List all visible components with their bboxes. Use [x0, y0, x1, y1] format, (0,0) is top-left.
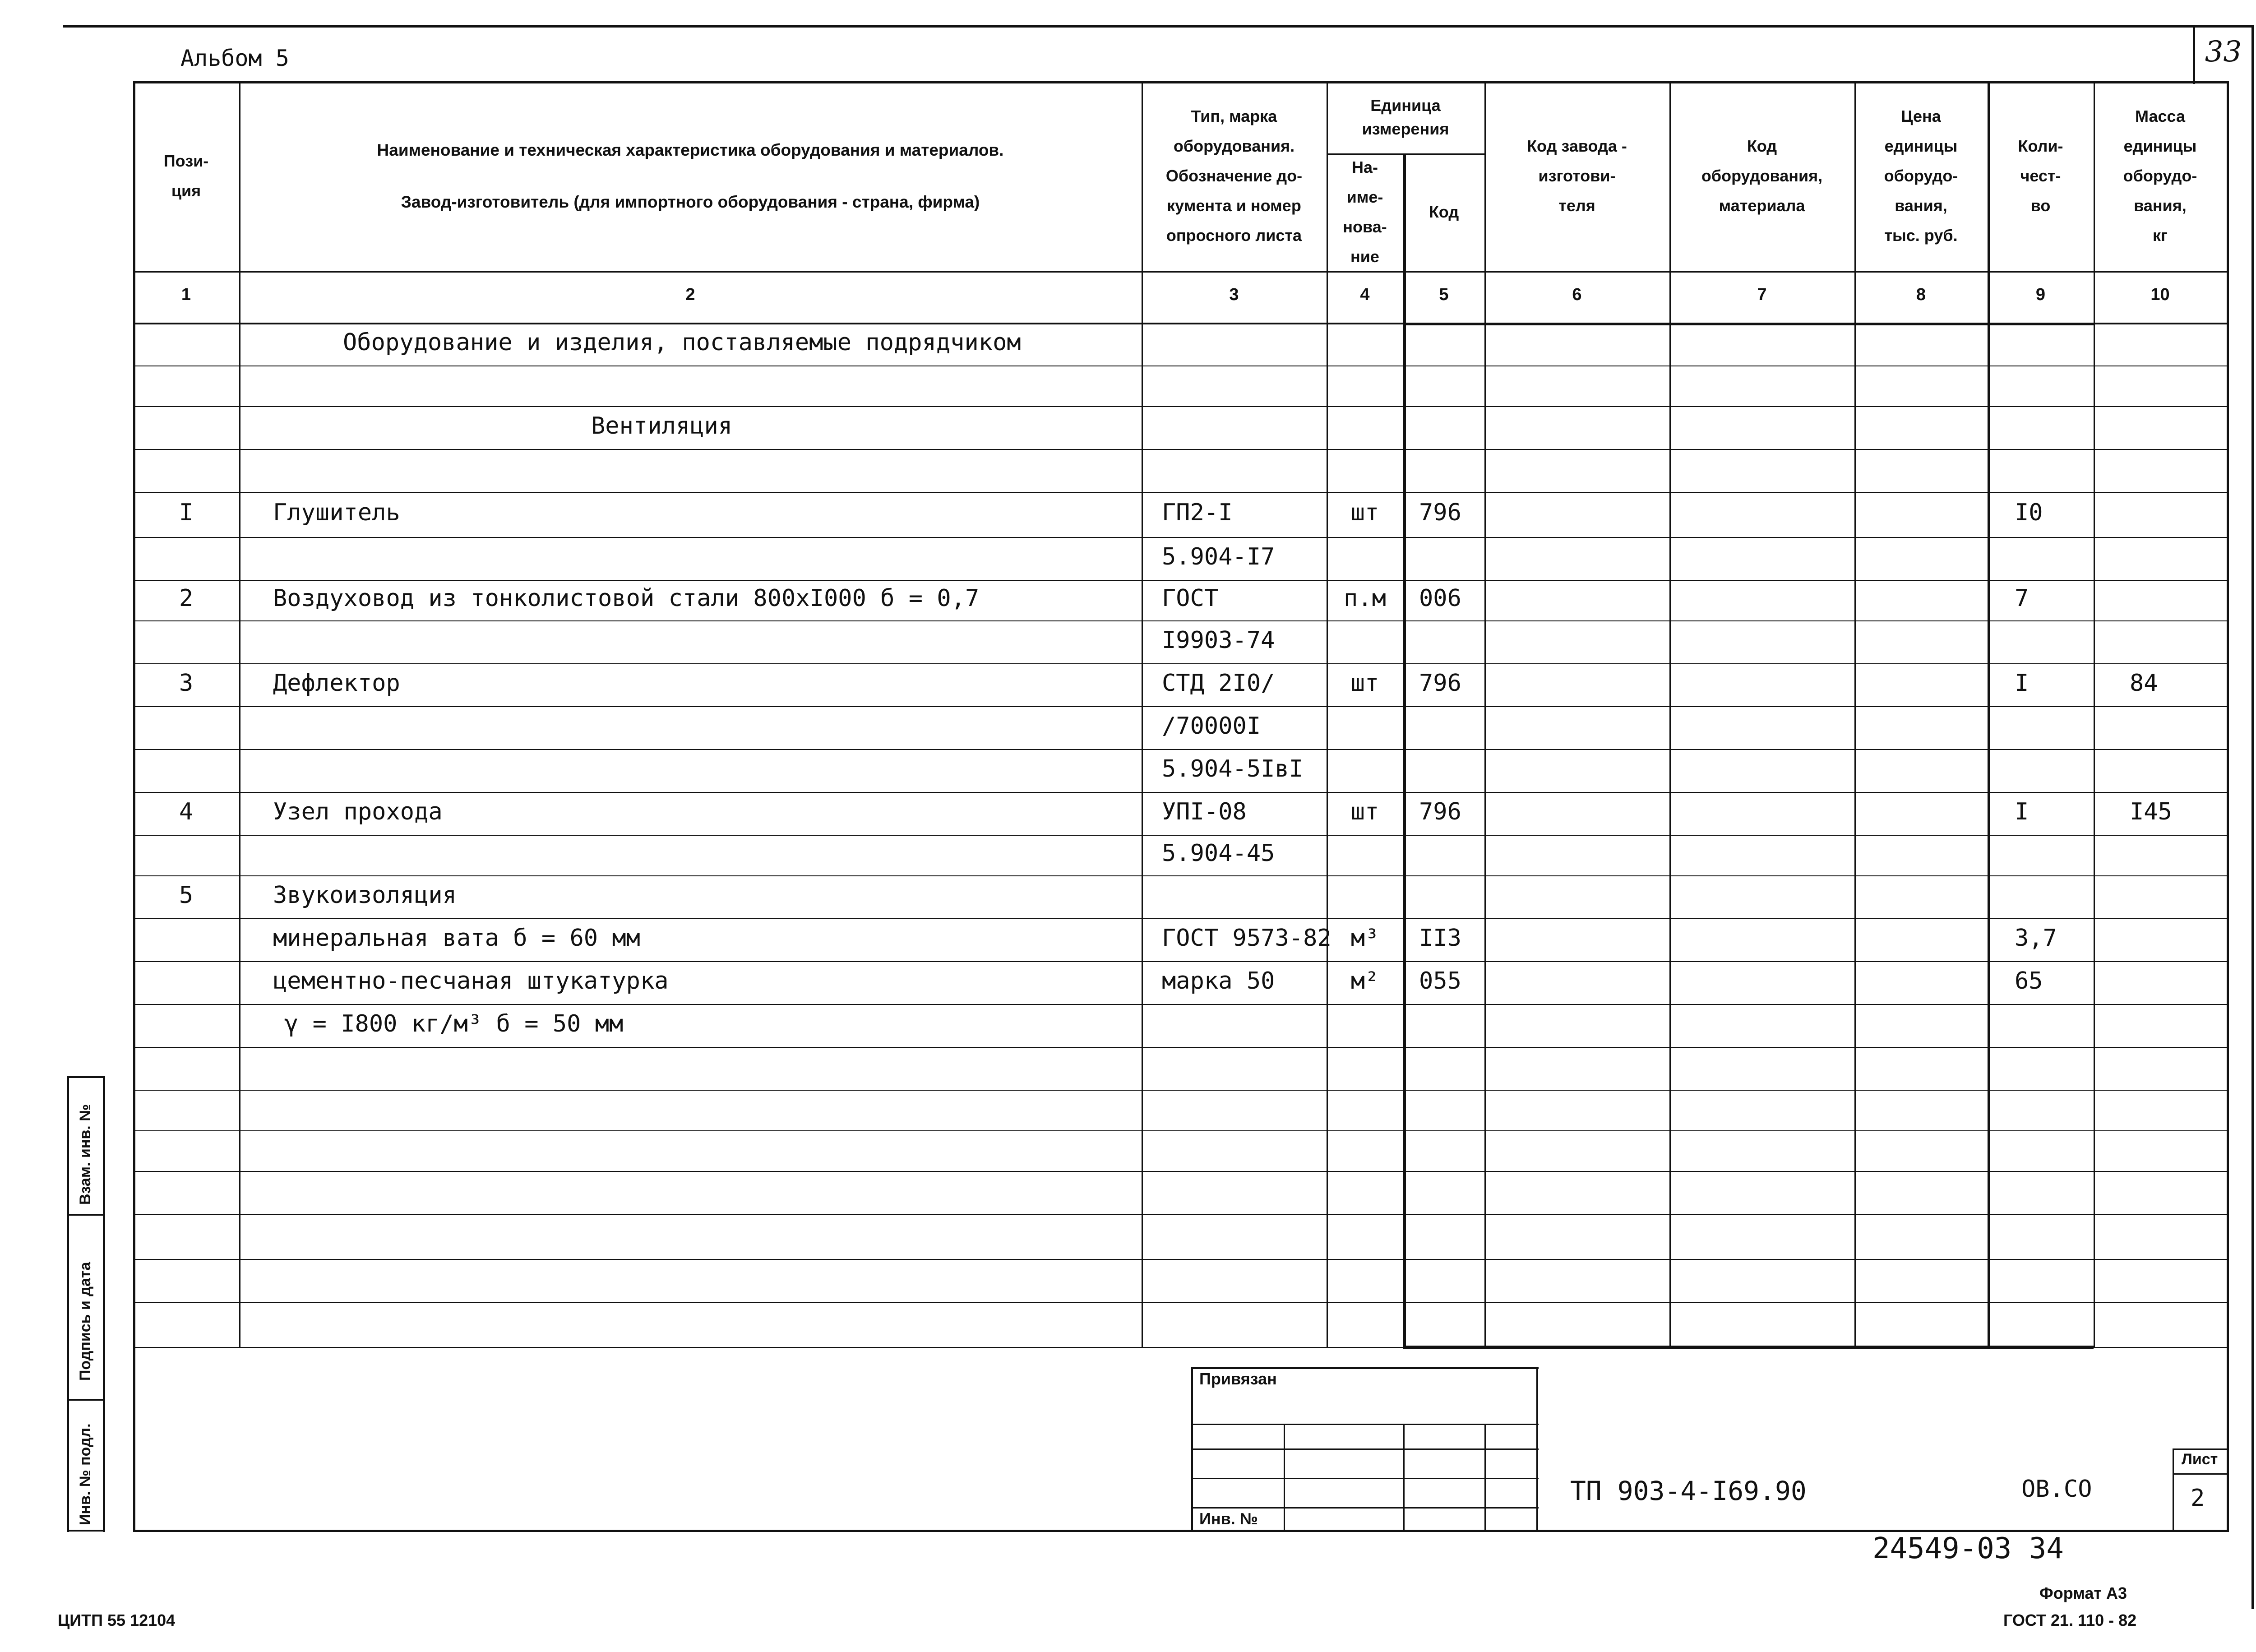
row-divider [133, 449, 2227, 450]
side-label-vzam: Взам. инв. № [77, 1104, 94, 1205]
stamp-row-3 [1191, 1478, 1539, 1479]
cell-mass: 84 [2130, 669, 2158, 697]
cell-name: цементно-песчаная штукатурка [273, 967, 669, 995]
row-divider [133, 1004, 2227, 1005]
cell-type: 5.904-I7 [1162, 543, 1275, 570]
column-number-9: 9 [2035, 285, 2046, 304]
cell-unit: м³ [1350, 924, 1379, 952]
unit-group-header: Единица измерения [1362, 96, 1449, 138]
cell-name: минеральная вата б = 60 мм [273, 924, 640, 952]
column-number-10: 10 [2150, 285, 2170, 304]
sheet-box-mid [2173, 1473, 2227, 1475]
column-header-1: Пози- ция [163, 152, 209, 200]
column-number-2: 2 [685, 285, 695, 304]
column-number-4: 4 [1360, 285, 1370, 304]
header-bottom-line [133, 271, 2227, 273]
row-divider [133, 1259, 2227, 1260]
cell-type: ГП2-I [1162, 499, 1233, 526]
document-code: ТП 903-4-I69.90 [1570, 1476, 1807, 1506]
row-divider [133, 406, 2227, 407]
cell-unit: шт [1350, 798, 1379, 825]
column-divider [1854, 81, 1856, 1347]
footer-gost: ГОСТ 21. 110 - 82 [2003, 1611, 2137, 1629]
column-divider [239, 81, 240, 1347]
cell-type: СТД 2I0/ [1162, 669, 1275, 697]
row-divider [133, 1302, 2227, 1303]
side-strip-bottom [67, 1530, 105, 1532]
stamp-row-4 [1191, 1507, 1539, 1509]
frame-top-line [63, 25, 2254, 28]
bold-box-bottom [1403, 1346, 2094, 1349]
row-divider [133, 1130, 2227, 1131]
cell-position: 2 [179, 585, 194, 612]
row-divider [133, 1171, 2227, 1172]
cell-code: 796 [1419, 499, 1461, 526]
cell-type: ГОСТ [1162, 585, 1219, 612]
row-divider [133, 961, 2227, 962]
cell-name: Воздуховод из тонколистовой стали 800хI000 б = 0,7 [273, 585, 980, 612]
cell-quantity: I [2015, 669, 2029, 697]
cell-name: γ = I800 кг/м³ б = 50 мм [284, 1010, 624, 1037]
row-divider [133, 580, 2227, 581]
sheet-box-top [2173, 1448, 2227, 1450]
table-right-border [2227, 81, 2229, 1532]
cell-position: I [179, 499, 194, 526]
cell-type: I9903-74 [1162, 626, 1275, 654]
column-header-6: Код завода - изготови- теля [1527, 137, 1627, 215]
column-number-3: 3 [1229, 285, 1239, 304]
cell-name: Дефлектор [273, 669, 400, 697]
cell-code: 796 [1419, 798, 1461, 825]
column-divider [1484, 81, 1486, 1347]
cell-position: 4 [179, 798, 194, 825]
column-header-9: Коли- чест- во [2018, 137, 2063, 215]
column-number-6: 6 [1572, 285, 1582, 304]
column-header-3: Тип, марка оборудования. Обозначение до- кумента и номер опросного листа [1165, 107, 1303, 245]
column-divider [1669, 81, 1671, 1347]
column-number-8: 8 [1916, 285, 1926, 304]
column-header-10: Масса единицы оборудо- вания, кг [2123, 107, 2197, 245]
cell-quantity: I0 [2015, 499, 2043, 526]
side-strip-div-1 [67, 1214, 105, 1216]
cell-code: 006 [1419, 585, 1461, 612]
column-number-5: 5 [1439, 285, 1449, 304]
row-divider [133, 1214, 2227, 1215]
row-divider [133, 918, 2227, 919]
cell-type: марка 50 [1162, 967, 1275, 995]
side-label-inv: Инв. № подл. [77, 1423, 94, 1525]
cell-position: 5 [179, 881, 194, 909]
column-header-7: Код оборудования, материала [1701, 137, 1823, 215]
cell-type: ГОСТ 9573-82 [1162, 924, 1331, 952]
row-divider [133, 1090, 2227, 1091]
cell-position: 3 [179, 669, 194, 697]
cell-code: II3 [1419, 924, 1461, 952]
order-number: 24549-03 34 [1872, 1532, 2064, 1565]
stamp-privyazan-label: Привязан [1199, 1370, 1277, 1388]
row-divider [133, 1047, 2227, 1048]
stamp-top [1191, 1367, 1539, 1369]
stamp-col-3 [1484, 1424, 1486, 1532]
cell-type: УПI-08 [1162, 798, 1247, 825]
cell-unit: шт [1350, 499, 1379, 526]
row-divider [133, 792, 2227, 793]
cell-name: Вентиляция [591, 412, 733, 440]
cell-quantity: 65 [2015, 967, 2043, 995]
row-divider [133, 835, 2227, 836]
cell-code: 055 [1419, 967, 1461, 995]
column-header-8: Цена единицы оборудо- вания, тыс. руб. [1884, 107, 1958, 245]
cell-code: 796 [1419, 669, 1461, 697]
frame-right-line [2251, 25, 2254, 1609]
column-number-7: 7 [1757, 285, 1767, 304]
side-label-podpis: Подпись и дата [77, 1262, 94, 1381]
page-number: 33 [2205, 35, 2242, 69]
stamp-col-2 [1403, 1424, 1405, 1532]
row-divider [133, 537, 2227, 538]
column-divider [2094, 81, 2095, 1347]
album-label: Альбом 5 [180, 45, 289, 71]
column-divider [1327, 81, 1328, 1347]
side-strip-right [103, 1076, 105, 1532]
stamp-inv-label: Инв. № [1199, 1509, 1258, 1528]
footer-left: ЦИТП 55 12104 [58, 1611, 176, 1629]
column-header-2: Наименование и техническая характеристика оборудования и материалов. Завод-изготовитель (для импортного оборудования - страна, фирма) [377, 141, 1004, 211]
bold-box-top [1403, 323, 2094, 325]
cell-unit: м² [1350, 967, 1379, 995]
cell-name: Оборудование и изделия, поставляемые подрядчиком [343, 329, 1021, 356]
column-header-4: На- име- нова- ние [1343, 158, 1387, 266]
cell-unit: шт [1350, 669, 1379, 697]
column-divider [1403, 153, 1406, 1347]
cell-name: Глушитель [273, 499, 400, 526]
sheet-number: 2 [2191, 1485, 2205, 1512]
sheet-box-left [2173, 1448, 2174, 1532]
stamp-row-1 [1191, 1424, 1539, 1425]
cell-quantity: I [2015, 798, 2029, 825]
column-number-1: 1 [181, 285, 191, 304]
row-divider [133, 749, 2227, 750]
column-divider [1142, 81, 1143, 1347]
cell-quantity: 7 [2015, 585, 2029, 612]
side-strip-top [67, 1076, 105, 1078]
row-divider [133, 875, 2227, 876]
cell-name: Узел прохода [273, 798, 443, 825]
row-divider [133, 620, 2227, 621]
cell-name: Звукоизоляция [273, 881, 457, 909]
stamp-col-1 [1284, 1424, 1285, 1532]
side-strip-div-2 [67, 1399, 105, 1401]
document-mark: ОВ.СО [2021, 1476, 2092, 1503]
cell-mass: I45 [2130, 798, 2172, 825]
cell-type: 5.904-5IвI [1162, 755, 1304, 782]
sheet-label: Лист [2182, 1451, 2218, 1468]
column-header-5: Код [1428, 203, 1459, 221]
column-divider [1988, 81, 1990, 1347]
row-divider [133, 492, 2227, 493]
row-divider [133, 663, 2227, 664]
cell-type: 5.904-45 [1162, 840, 1275, 867]
page-number-box-left [2193, 25, 2195, 84]
stamp-row-2 [1191, 1448, 1539, 1450]
side-strip-left [67, 1076, 69, 1532]
footer-format: Формат А3 [2039, 1584, 2127, 1602]
cell-type: /70000I [1162, 712, 1261, 740]
row-divider [133, 706, 2227, 707]
cell-unit: п.м [1344, 585, 1386, 612]
cell-quantity: 3,7 [2015, 924, 2057, 952]
